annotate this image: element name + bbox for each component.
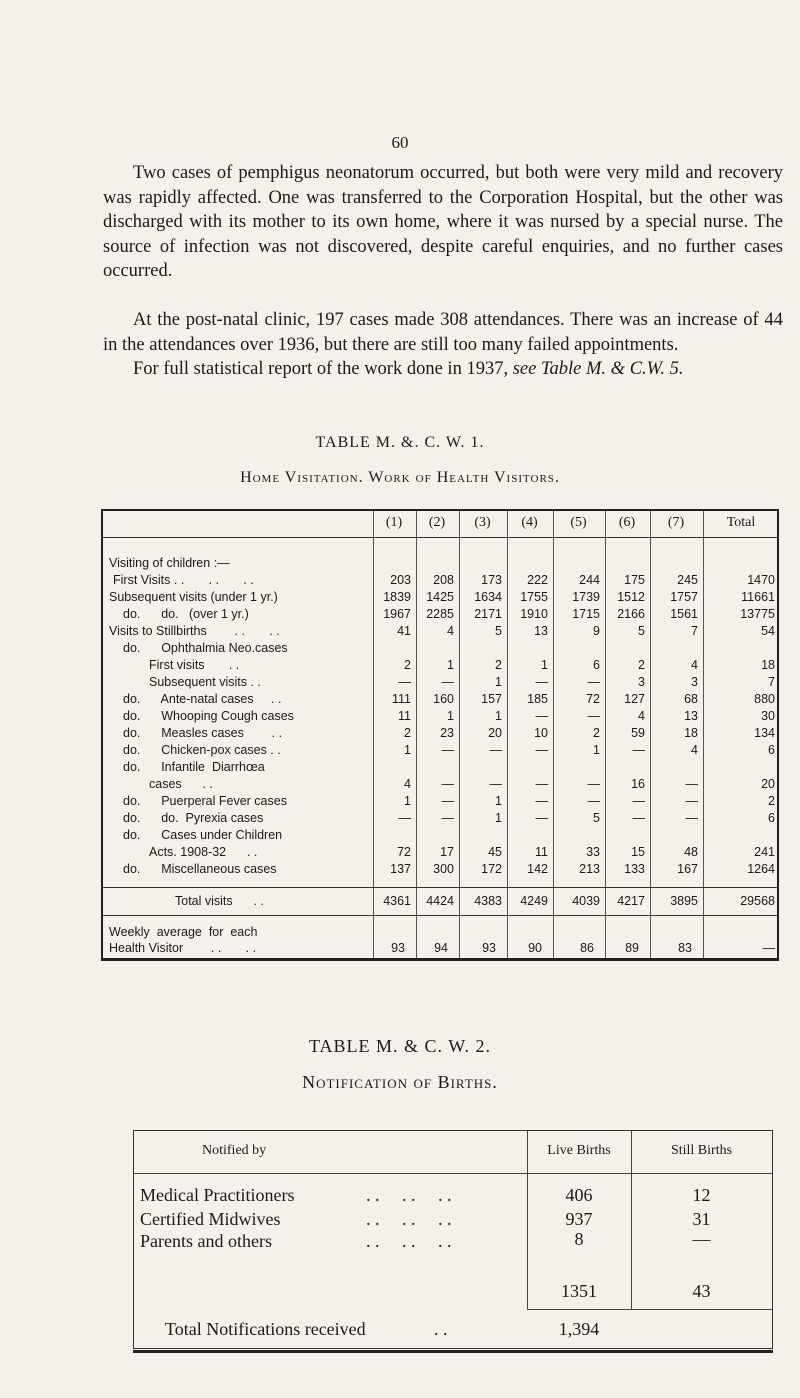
cell-value: —	[685, 811, 698, 825]
reference-text: For full statistical report of the work done in 1937,	[133, 359, 509, 379]
cell-value: —	[489, 777, 502, 791]
label-parents-others: Parents and others	[140, 1231, 272, 1251]
cell-value: —	[632, 743, 645, 757]
cell-value: 1	[495, 709, 502, 723]
dots-midwives: . . . . . .	[366, 1209, 452, 1229]
cell-value: 1	[447, 658, 454, 672]
cell-value: 1	[495, 794, 502, 808]
row-label: cases . .	[149, 777, 213, 791]
cell-value: 2	[638, 658, 645, 672]
cell-value: 30	[761, 709, 775, 723]
cell-value: 13775	[740, 607, 775, 621]
table-row	[103, 709, 777, 725]
cell-value: —	[489, 743, 502, 757]
table-row	[103, 607, 777, 623]
cell-value: 244	[579, 573, 600, 587]
cell-value: 1967	[383, 607, 411, 621]
cell-value: 6	[768, 743, 775, 757]
cell-value: 2	[768, 794, 775, 808]
row-label: do. Cases under Children	[123, 828, 283, 842]
cell-value: 172	[481, 862, 502, 876]
section-label: Visiting of children :—	[109, 556, 230, 570]
paragraph-reference	[103, 357, 783, 382]
column-header: (4)	[521, 515, 538, 530]
table-row	[103, 811, 777, 827]
cell-value: 175	[624, 573, 645, 587]
cell-value: 41	[397, 624, 411, 638]
row-label: do. Ophthalmia Neo.cases	[123, 641, 288, 655]
cell-value: 18	[684, 726, 698, 740]
row-label: do. Miscellaneous cases	[123, 862, 277, 876]
label-medical-practitioners: Medical Practitioners	[140, 1185, 295, 1205]
cell-value: —	[441, 743, 454, 757]
row-label: do. Puerperal Fever cases	[123, 794, 287, 808]
paragraph-postnatal: At the post-natal clinic, 197 cases made 308 attendances. There was an increase of 44 in the attendances over 1936, but there are still too many failed appointments.	[103, 310, 783, 355]
column-header: (5)	[570, 515, 587, 530]
page-number: 60	[391, 133, 409, 152]
row-label: Subsequent visits (under 1 yr.)	[109, 590, 278, 604]
live-parents: 8	[574, 1229, 584, 1249]
cell-value: 173	[481, 573, 502, 587]
cell-value: 4	[447, 624, 454, 638]
cell-value: 1	[404, 794, 411, 808]
cell-value: 4	[638, 709, 645, 723]
health-visitors-table	[101, 509, 779, 961]
total-row	[103, 894, 777, 910]
cell-value: 48	[684, 845, 698, 859]
cell-value: 1470	[747, 573, 775, 587]
row-label: do. Whooping Cough cases	[123, 709, 294, 723]
cell-value: —	[441, 777, 454, 791]
cell-value: —	[587, 675, 600, 689]
cell-value: —	[535, 709, 548, 723]
cell-value: 1	[495, 675, 502, 689]
cell-value: 160	[433, 692, 454, 706]
table-row	[103, 675, 777, 691]
cell-value: —	[535, 777, 548, 791]
table-row	[103, 862, 777, 878]
cell-value: 137	[390, 862, 411, 876]
cell-value: 72	[586, 692, 600, 706]
cell-value: 157	[481, 692, 502, 706]
row-label: do. Measles cases . .	[123, 726, 283, 740]
cell-value: 5	[593, 811, 600, 825]
table-row	[103, 692, 777, 708]
total-value: 3895	[670, 894, 698, 908]
cell-value: 20	[488, 726, 502, 740]
live-medical: 406	[565, 1185, 593, 1205]
column-header: (6)	[618, 515, 636, 530]
cell-value: —	[632, 794, 645, 808]
table-row	[103, 845, 777, 861]
cell-value: 142	[527, 862, 548, 876]
cell-value: 59	[631, 726, 645, 740]
cell-value: 1	[447, 709, 454, 723]
column-header: (1)	[385, 515, 403, 530]
weekly-average-row	[103, 941, 777, 957]
cell-value: 17	[440, 845, 454, 859]
cell-value: 4	[404, 777, 411, 791]
cell-value: 222	[527, 573, 548, 587]
subtotal-live: 1351	[561, 1281, 597, 1301]
cell-value: —	[587, 777, 600, 791]
cell-value: 72	[397, 845, 411, 859]
weekly-value: 93	[391, 941, 405, 955]
table1-title: TABLE M. &. C. W. 1.	[315, 434, 485, 451]
row-label: Subsequent visits . .	[149, 675, 261, 689]
cell-value: 5	[495, 624, 502, 638]
live-midwives: 937	[565, 1209, 593, 1229]
cell-value: 2166	[617, 607, 645, 621]
still-parents: —	[692, 1229, 711, 1249]
cell-value: —	[441, 811, 454, 825]
subtotal-still: 43	[692, 1281, 711, 1301]
cell-value: 7	[691, 624, 698, 638]
cell-value: 2285	[426, 607, 454, 621]
still-midwives: 31	[692, 1209, 711, 1229]
cell-value: 1561	[670, 607, 698, 621]
row-label: do. do. Pyrexia cases	[123, 811, 264, 825]
cell-value: 10	[534, 726, 548, 740]
cell-value: —	[587, 794, 600, 808]
row-label: Visits to Stillbirths . . . .	[109, 624, 280, 638]
cell-value: 1739	[572, 590, 600, 604]
row-label: First Visits . . . . . .	[113, 573, 254, 587]
cell-value: 1425	[426, 590, 454, 604]
column-header: (3)	[474, 515, 491, 530]
cell-value: —	[535, 675, 548, 689]
still-medical: 12	[692, 1185, 711, 1205]
cell-value: —	[685, 777, 698, 791]
table-row	[103, 743, 777, 759]
cell-value: 241	[754, 845, 775, 859]
cell-value: 1	[495, 811, 502, 825]
total-value: 4383	[474, 894, 502, 908]
total-notifications-value: 1,394	[558, 1319, 600, 1339]
table-row	[103, 573, 777, 589]
total-label: Total visits . .	[175, 894, 264, 908]
reference-italic: see Table M. & C.W. 5.	[512, 359, 684, 379]
dots-medical: . . . . . .	[366, 1185, 452, 1205]
header-notified-by: Notified by	[202, 1143, 267, 1158]
cell-value: 1715	[572, 607, 600, 621]
cell-value: 4	[691, 658, 698, 672]
paragraph-pemphigus: Two cases of pemphigus neonatorum occurred, but both were very mild and recovery was rapidly affected. One was transferred to the Corporation Hospital, but the other was discharged with its mother to its own home, where it was nursed by a special nurse. The source of infection was not discovered, despite careful enquiries, and no further cases occurred.	[103, 163, 783, 281]
cell-value: 2	[495, 658, 502, 672]
cell-value: 1757	[670, 590, 698, 604]
table-row	[103, 624, 777, 640]
cell-value: 5	[638, 624, 645, 638]
cell-value: 1	[593, 743, 600, 757]
header-live-births: Live Births	[547, 1143, 611, 1158]
total-notifications-label: Total Notifications received	[165, 1319, 366, 1339]
cell-value: 6	[593, 658, 600, 672]
row-label: do. Chicken-pox cases . .	[123, 743, 281, 757]
cell-value: 133	[624, 862, 645, 876]
table-row	[103, 777, 777, 793]
label-certified-midwives: Certified Midwives	[140, 1209, 281, 1229]
cell-value: 15	[631, 845, 645, 859]
total-value: 4361	[383, 894, 411, 908]
cell-value: 13	[684, 709, 698, 723]
cell-value: 11661	[741, 590, 775, 604]
column-header: (2)	[428, 515, 446, 530]
cell-value: 3	[691, 675, 698, 689]
cell-value: 185	[527, 692, 548, 706]
weekly-value: 89	[625, 941, 639, 955]
table-row	[103, 760, 777, 776]
cell-value: —	[535, 743, 548, 757]
column-header: (7)	[667, 515, 685, 530]
weekly-label: Weekly average for each	[109, 925, 258, 939]
cell-value: —	[441, 675, 454, 689]
row-label: do. Infantile Diarrhœa	[123, 760, 265, 774]
total-value: 4217	[617, 894, 645, 908]
total-dots: . .	[434, 1319, 448, 1339]
cell-value: 16	[631, 777, 645, 791]
cell-value: 2171	[474, 607, 502, 621]
total-value: 29568	[740, 894, 775, 908]
cell-value: 1	[404, 743, 411, 757]
column-header: Total	[726, 515, 756, 530]
cell-value: 2	[593, 726, 600, 740]
cell-value: 6	[768, 811, 775, 825]
cell-value: —	[398, 811, 411, 825]
cell-value: —	[535, 811, 548, 825]
cell-value: —	[587, 709, 600, 723]
weekly-value: 94	[434, 941, 448, 955]
cell-value: 1910	[520, 607, 548, 621]
table-row	[103, 641, 777, 657]
cell-value: —	[685, 794, 698, 808]
cell-value: 1755	[520, 590, 548, 604]
total-value: 4249	[520, 894, 548, 908]
total-value: 4039	[572, 894, 600, 908]
cell-value: 167	[677, 862, 698, 876]
cell-value: 245	[677, 573, 698, 587]
weekly-value: —	[762, 941, 775, 955]
cell-value: —	[441, 794, 454, 808]
table-row	[103, 590, 777, 606]
cell-value: 2	[404, 658, 411, 672]
cell-value: 880	[754, 692, 775, 706]
header-still-births: Still Births	[670, 1143, 733, 1158]
cell-value: —	[535, 794, 548, 808]
cell-value: 213	[579, 862, 600, 876]
table2-title: TABLE M. & C. W. 2.	[308, 1036, 492, 1056]
cell-value: 1264	[747, 862, 775, 876]
cell-value: 33	[586, 845, 600, 859]
table-row	[103, 828, 777, 844]
cell-value: 134	[754, 726, 775, 740]
cell-value: 54	[761, 624, 775, 638]
cell-value: 300	[433, 862, 454, 876]
cell-value: 111	[391, 692, 411, 706]
row-label: First visits . .	[149, 658, 240, 672]
row-divider	[103, 887, 777, 888]
table-row	[103, 726, 777, 742]
cell-value: —	[398, 675, 411, 689]
table-row	[103, 658, 777, 674]
row-label: do. do. (over 1 yr.)	[123, 607, 249, 621]
table2-subtitle: Notification of Births.	[302, 1072, 498, 1092]
total-value: 4424	[426, 894, 454, 908]
weekly-value: 86	[580, 941, 594, 955]
cell-value: —	[632, 811, 645, 825]
cell-value: 1512	[617, 590, 645, 604]
weekly-label: Health Visitor . . . .	[109, 941, 257, 955]
cell-value: 45	[488, 845, 502, 859]
weekly-value: 93	[482, 941, 496, 955]
cell-value: 18	[761, 658, 775, 672]
cell-value: 13	[534, 624, 548, 638]
row-label: Acts. 1908-32 . .	[149, 845, 258, 859]
cell-value: 20	[761, 777, 775, 791]
cell-value: 23	[440, 726, 454, 740]
cell-value: 208	[433, 573, 454, 587]
cell-value: 3	[638, 675, 645, 689]
cell-value: 1634	[474, 590, 502, 604]
cell-value: 1839	[383, 590, 411, 604]
dots-parents: . . . . . .	[366, 1231, 452, 1251]
cell-value: 203	[390, 573, 411, 587]
births-notification-table	[133, 1130, 773, 1349]
cell-value: 68	[684, 692, 698, 706]
table-row	[103, 794, 777, 810]
row-label: do. Ante-natal cases . .	[123, 692, 282, 706]
cell-value: 11	[535, 845, 548, 859]
cell-value: 1	[541, 658, 548, 672]
row-divider	[103, 915, 777, 916]
cell-value: 2	[404, 726, 411, 740]
cell-value: 127	[624, 692, 645, 706]
weekly-value: 83	[678, 941, 692, 955]
table1-subtitle: Home Visitation. Work of Health Visitors.	[240, 469, 560, 486]
cell-value: 4	[691, 743, 698, 757]
weekly-value: 90	[528, 941, 542, 955]
cell-value: 7	[768, 675, 775, 689]
cell-value: 9	[593, 624, 600, 638]
cell-value: 11	[398, 709, 411, 723]
